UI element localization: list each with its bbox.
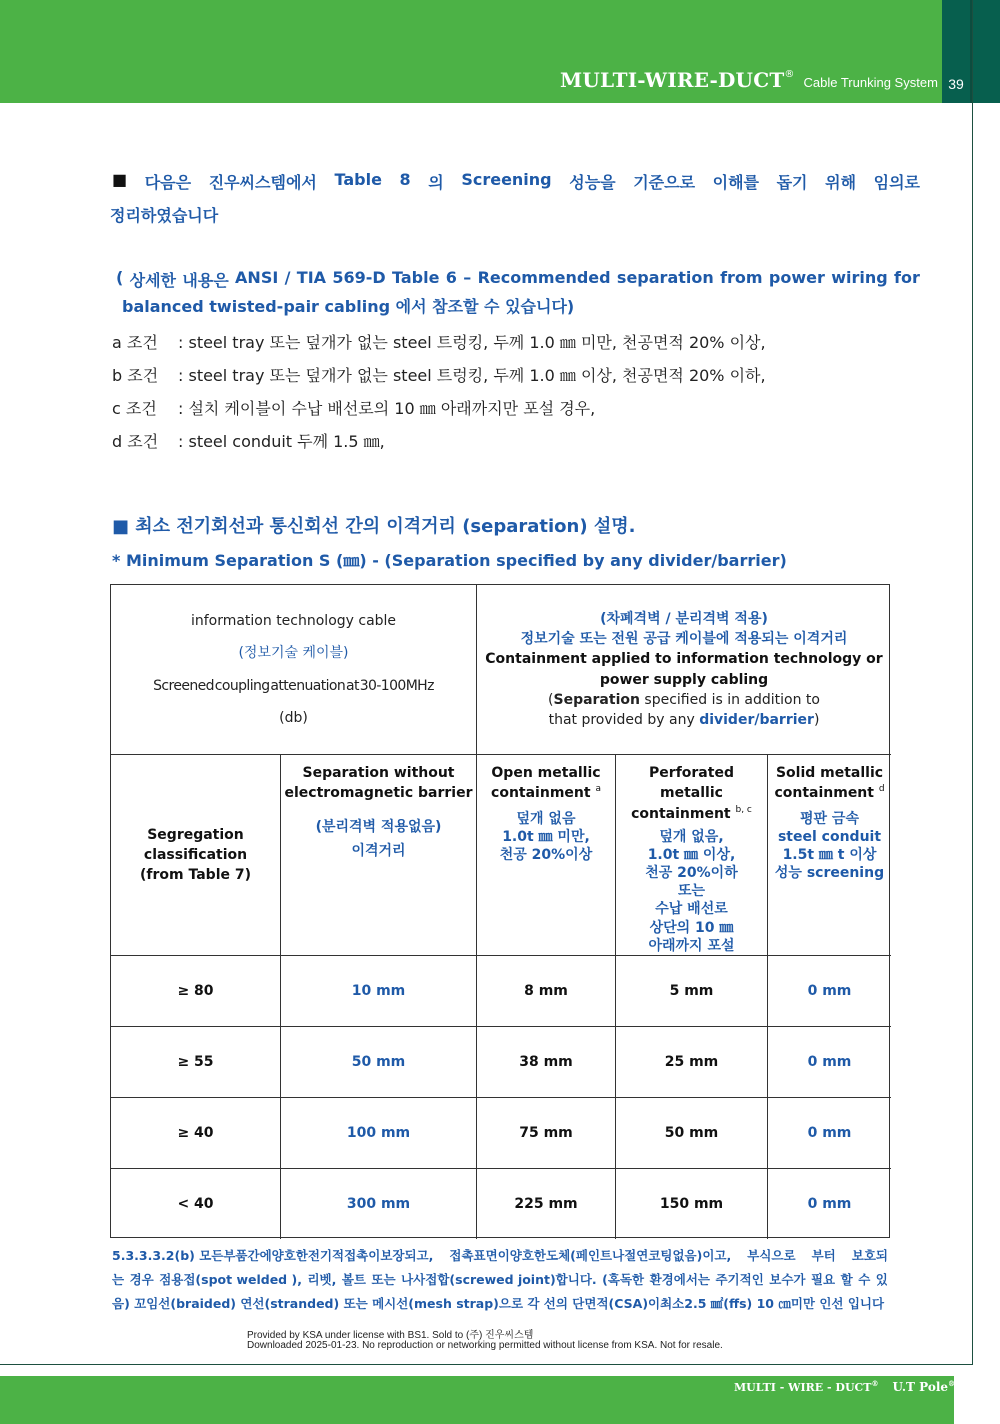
header-left-line: (정보기술 케이블): [238, 645, 349, 662]
condition-key: d 조건: [112, 432, 159, 451]
col-header-ko: 천공 20%이상: [499, 846, 593, 863]
note-word: 있: [875, 1272, 888, 1287]
footer-brand: [734, 1380, 955, 1394]
condition-c: [112, 396, 595, 419]
col-header-en: [491, 783, 601, 803]
reference-word: ANSI: [235, 268, 279, 287]
col-header-ko: 1.0t ㎜ 이상,: [647, 846, 736, 863]
col-header-ko: 평판 금속: [800, 810, 859, 827]
intro-word: 이해를: [712, 173, 759, 192]
col-header-ko: 성능 screening: [774, 865, 885, 882]
col-header-ko: 아래까지 포설: [648, 937, 735, 954]
condition-text: : steel tray 또는 덮개가 없는 steel 트렁킹, 두께 1.0 ㎜ 미만, 천공면적 20% 이상,: [178, 333, 766, 352]
without-value: 50 mm: [351, 1053, 406, 1070]
table-header-right: [477, 585, 891, 755]
license-line-1: Provided by KSA under license with BS1. Sold to (주) 진우씨스템: [247, 1330, 534, 1341]
col-header-ko: (분리격벽 적용없음): [315, 818, 442, 835]
note-word: 주기적인: [715, 1272, 764, 1287]
reference-word: /: [284, 268, 291, 287]
reference-word: separation: [616, 268, 714, 287]
separation-table: [110, 584, 890, 1238]
col-header-ko: 덮개 없음,: [659, 828, 724, 845]
note-word: (혹독한: [602, 1272, 645, 1287]
solid-value: 0 mm: [807, 1195, 852, 1212]
col-header-footnote: b, c: [735, 804, 752, 815]
header-left-line: (db): [279, 709, 308, 726]
col-header-ko: 수납 배선로: [655, 901, 728, 918]
page-border-right: [972, 0, 973, 1364]
note-word: 보호되: [851, 1248, 888, 1263]
note-word: 리벳,: [307, 1272, 337, 1287]
table-cell-without: [281, 1098, 477, 1169]
reference-word: (: [116, 268, 124, 287]
table-cell-perforated: [616, 1169, 768, 1239]
intro-bullet: ■: [112, 170, 128, 189]
open-value: 8 mm: [524, 982, 568, 999]
page-border-bottom: [0, 1364, 973, 1365]
note-word: 환경에서는: [649, 1272, 710, 1287]
reference-word: power: [768, 268, 825, 287]
segregation-line: classification: [143, 846, 248, 863]
reference-word: Recommended: [477, 268, 611, 287]
col-header-en-text: containment: [774, 785, 874, 802]
col-header-en: electromagnetic barrier: [284, 785, 473, 802]
footer-registered-mark: ®: [948, 1379, 956, 1388]
class-value: ≥ 55: [177, 1053, 214, 1070]
condition-key: c 조건: [112, 399, 157, 418]
condition-d: [112, 429, 385, 452]
note-word: 볼트: [341, 1272, 366, 1287]
col-header-ko: 상단의 10 ㎜: [649, 919, 734, 936]
header-right-fragment: (: [548, 691, 554, 708]
without-value: 100 mm: [346, 1124, 411, 1141]
table-cell-open: [477, 956, 616, 1027]
segregation-line: Segregation: [147, 826, 244, 843]
note-word: 5.3.3.3.2(b) 모든부품간에양호한전기적접촉이보장되고,: [112, 1248, 434, 1263]
without-value: 10 mm: [351, 982, 406, 999]
segregation-line: (from Table 7): [140, 867, 251, 884]
intro-word: 임의로: [873, 173, 920, 192]
class-value: < 40: [177, 1195, 214, 1212]
open-metallic-header: [477, 755, 616, 956]
footer-brand-name: MULTI - WIRE - DUCT: [734, 1381, 872, 1394]
intro-line-1: [112, 170, 920, 193]
reference-word: 6: [445, 268, 457, 287]
header-brand: MULTI-WIRE-DUCT: [560, 68, 785, 92]
open-value: 75 mm: [519, 1124, 573, 1141]
col-header-ko: steel conduit: [777, 828, 882, 845]
table-cell-solid: [768, 1027, 891, 1098]
note-word: 나사접합(screwed joint)합니다.: [401, 1272, 597, 1287]
note-word: 보수가: [769, 1272, 806, 1287]
intro-word: 의: [428, 173, 444, 192]
col-header-en: Separation without: [302, 765, 455, 781]
header-right-fragment: specified is in addition to: [639, 691, 820, 708]
header-right-line: (차폐격벽 / 분리격벽 적용): [600, 610, 768, 627]
solid-metallic-header: [768, 755, 891, 956]
table-cell-open: [477, 1098, 616, 1169]
condition-key: b 조건: [112, 366, 159, 385]
table-cell-solid: [768, 1169, 891, 1239]
table-cell-perforated: [616, 1098, 768, 1169]
condition-text: : 설치 케이블이 수납 배선로의 10 ㎜ 아래까지만 포설 경우,: [178, 399, 596, 418]
reference-word: for: [894, 268, 920, 287]
table-cell-perforated: [616, 956, 768, 1027]
condition-text: : steel tray 또는 덮개가 없는 steel 트렁킹, 두께 1.0 ㎜ 이상, 천공면적 20% 이하,: [178, 366, 766, 385]
header-right-line: power supply cabling: [599, 671, 769, 688]
intro-word: 돕기: [776, 173, 808, 192]
header-right-fragment: Separation: [553, 691, 640, 708]
col-header-ko: 천공 20%이하: [645, 865, 738, 882]
col-header-en: [774, 783, 884, 803]
reference-line-2: balanced twisted-pair cabling 에서 참조할 수 있습니다): [122, 297, 575, 316]
header-right-fragment: that provided by any: [548, 712, 700, 729]
table-cell-open: [477, 1169, 616, 1239]
note-word: 수: [858, 1272, 871, 1287]
without-barrier-header: [281, 755, 477, 956]
col-header-en: Perforated metallic: [649, 765, 734, 802]
perforated-value: 50 mm: [664, 1124, 719, 1141]
col-header-en-text: containment: [631, 805, 731, 822]
intro-word: 진우씨스템에서: [208, 173, 317, 192]
page-number: 39: [948, 76, 964, 92]
col-header-en: [631, 804, 752, 824]
section-title: ■ 최소 전기회선과 통신회선 간의 이격거리 (separation) 설명.: [112, 516, 636, 537]
note-word: 또는: [371, 1272, 396, 1287]
col-header-ko: 덮개 없음: [516, 810, 576, 827]
col-header-en: Solid metallic: [775, 765, 884, 781]
header-right-fragment: ): [813, 712, 820, 729]
col-header-ko: 또는: [677, 883, 706, 900]
reference-word: –: [463, 268, 472, 287]
reference-word: Table: [392, 268, 440, 287]
col-header-footnote: a: [595, 784, 601, 795]
note-word: 는: [112, 1272, 125, 1287]
col-header-ko: 이격거리: [351, 842, 406, 859]
col-header-en-text: containment: [491, 785, 591, 802]
intro-word: Table: [334, 170, 382, 189]
perforated-value: 5 mm: [669, 982, 714, 999]
header-right-fragment: divider/barrier: [699, 712, 814, 729]
open-value: 225 mm: [514, 1195, 578, 1212]
intro-word: 성능을: [569, 173, 616, 192]
class-value: ≥ 40: [177, 1124, 214, 1141]
table-cell-perforated: [616, 1027, 768, 1098]
table-cell-class: [111, 956, 281, 1027]
note-word: 경우: [129, 1272, 154, 1287]
header-title: [560, 68, 938, 92]
note-line-1: [112, 1244, 888, 1268]
header-right-line: 정보기술 또는 전원 공급 케이블에 적용되는 이격거리: [520, 630, 848, 647]
intro-word: 8: [399, 170, 411, 189]
class-value: ≥ 80: [177, 982, 214, 999]
table-cell-solid: [768, 956, 891, 1027]
header-subtitle: Cable Trunking System: [803, 75, 938, 90]
license-line-2: Downloaded 2025-01-23. No reproduction or networking permitted without license from KSA. Not for resale.: [247, 1340, 723, 1351]
col-header-en: Open metallic: [491, 765, 601, 781]
table-cell-open: [477, 1027, 616, 1098]
intro-word: 다음은: [144, 173, 192, 192]
without-value: 300 mm: [346, 1195, 411, 1212]
col-header-ko: 1.5t ㎜ t 이상: [782, 846, 877, 863]
header-right-line: [548, 690, 820, 710]
note-word: 필요: [810, 1272, 836, 1287]
reference-line-1: [116, 268, 920, 291]
segregation-header: [111, 755, 281, 956]
table-cell-class: [111, 1098, 281, 1169]
header-left-line: information technology cable: [190, 612, 397, 629]
table-header-left: [111, 585, 477, 755]
condition-b: [112, 363, 766, 386]
perforated-metallic-header: [616, 755, 768, 956]
note-word: 부터: [811, 1248, 836, 1263]
note-word: 할: [840, 1272, 853, 1287]
reference-word: TIA: [296, 268, 327, 287]
header-right-line: [549, 710, 820, 730]
intro-line-2: 정리하였습니다: [110, 206, 219, 225]
note-word: 부식으로: [747, 1248, 796, 1263]
header-left-line: Screened coupling attenuation at 30-100MHz: [153, 677, 434, 694]
condition-key: a 조건: [112, 333, 158, 352]
note-word: 접촉표면이양호한도체(페인트나절연코팅없음)이고,: [449, 1248, 732, 1263]
note-word: 점용접(spot welded ),: [159, 1272, 302, 1287]
intro-word: Screening: [461, 170, 552, 189]
reference-word: 569-D: [332, 268, 386, 287]
intro-word: 기준으로: [633, 173, 696, 192]
intro-word: 위해: [825, 173, 857, 192]
col-header-footnote: d: [878, 784, 885, 795]
col-header-ko: 1.0t ㎜ 미만,: [502, 828, 590, 845]
reference-word: from: [720, 268, 763, 287]
perforated-value: 150 mm: [659, 1195, 724, 1212]
note-line-3: 음) 꼬임선(braided) 연선(stranded) 또는 메시선(mesh strap)으로 각 선의 단면적(CSA)이최소2.5 ㎟(ffs) 10 ㎝미만 인선 입니다: [112, 1296, 885, 1311]
header-registered-mark: ®: [784, 69, 795, 80]
table-cell-without: [281, 1169, 477, 1239]
table-cell-solid: [768, 1098, 891, 1169]
footer-product: U.T Pole: [892, 1380, 949, 1394]
open-value: 38 mm: [519, 1053, 573, 1070]
solid-value: 0 mm: [807, 1053, 852, 1070]
solid-value: 0 mm: [807, 1124, 852, 1141]
perforated-value: 25 mm: [664, 1053, 719, 1070]
reference-word: wiring: [831, 268, 888, 287]
header-right-line: Containment applied to information technology or: [485, 651, 883, 668]
table-cell-class: [111, 1169, 281, 1239]
table-cell-without: [281, 956, 477, 1027]
reference-word: 내용은: [182, 271, 229, 290]
condition-text: : steel conduit 두께 1.5 ㎜,: [178, 432, 385, 451]
solid-value: 0 mm: [807, 982, 852, 999]
note-line-2: [112, 1268, 888, 1292]
condition-a: [112, 330, 766, 353]
reference-word: 상세한: [129, 271, 177, 290]
table-cell-without: [281, 1027, 477, 1098]
section-subtitle: * Minimum Separation S (㎜) - (Separation specified by any divider/barrier): [112, 551, 787, 570]
table-cell-class: [111, 1027, 281, 1098]
footer-registered-mark: ®: [871, 1379, 879, 1388]
